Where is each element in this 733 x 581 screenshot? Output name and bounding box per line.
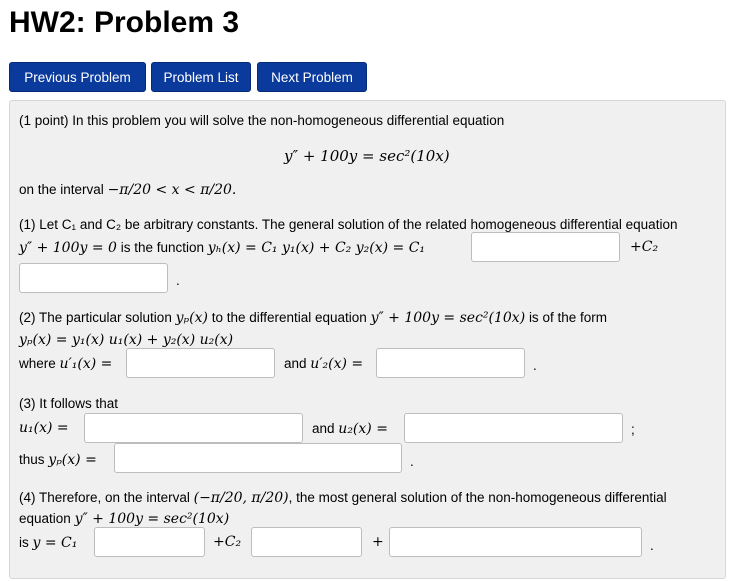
period-4: .: [650, 538, 654, 553]
next-problem-button[interactable]: Next Problem: [257, 62, 367, 92]
yp-label: yₚ(x) =: [48, 452, 97, 468]
part3-text: (3) It follows that: [19, 396, 119, 411]
u1prime-row: [19, 355, 112, 373]
u2-answer-input[interactable]: [404, 413, 623, 443]
part1-mid-text: is the function: [120, 240, 205, 255]
part2-equation: y″ + 100y = sec²(10x): [370, 310, 526, 326]
interval-label: on the interval: [19, 182, 104, 197]
period-3: .: [410, 454, 414, 469]
y1-answer-input[interactable]: [471, 232, 620, 262]
plus-label: +: [372, 534, 384, 550]
part2-end-text: is of the form: [528, 310, 607, 325]
homogeneous-equation: y″ + 100y = 0: [19, 240, 117, 256]
is-label: is: [19, 535, 29, 550]
particular-answer-input[interactable]: [389, 527, 642, 557]
part4-equation: y″ + 100y = sec²(10x): [74, 511, 230, 527]
page-title: HW2: Problem 3: [9, 6, 240, 39]
part2-mid-text: to the differential equation: [211, 310, 367, 325]
yp-row: [19, 451, 97, 469]
homogeneous-solution: yₕ(x) = C₁ y₁(x) + C₂ y₂(x) = C₁: [207, 240, 426, 256]
part4-end-text: , the most general solution of the non-homogeneous differential: [288, 490, 667, 505]
and-label-2: and: [312, 421, 335, 436]
u1prime-label: u′₁(x) =: [59, 356, 113, 372]
yp-answer-input[interactable]: [114, 443, 402, 473]
u1-answer-input[interactable]: [84, 413, 303, 443]
part4-text: [19, 489, 667, 507]
semicolon: ;: [631, 422, 635, 437]
part1-text: (1) Let C₁ and C₂ be arbitrary constants. The general solution of the related homogeneous differential equation: [19, 217, 678, 232]
u2prime-answer-input[interactable]: [376, 348, 525, 378]
intro-text: (1 point) In this problem you will solve the non-homogeneous differential equation: [19, 113, 505, 128]
general-c2-label: +C₂: [213, 534, 242, 550]
interval-row: [19, 181, 236, 199]
where-label: where: [19, 356, 56, 371]
period-1: .: [176, 273, 180, 288]
part2-text: [19, 309, 607, 327]
particular-form: yₚ(x) = y₁(x) u₁(x) + y₂(x) u₂(x): [19, 332, 234, 348]
u2prime-row: [284, 355, 363, 373]
u1prime-answer-input[interactable]: [126, 348, 275, 378]
equation-word: equation: [19, 511, 71, 526]
general-solution-row: [19, 534, 77, 552]
general-solution-c1: y = C₁: [32, 535, 78, 551]
main-equation: y″ + 100y = sec²(10x): [284, 147, 450, 165]
thus-label: thus: [19, 452, 45, 467]
u2-label: u₂(x) =: [338, 421, 388, 437]
u2prime-label: u′₂(x) =: [310, 356, 364, 372]
part4-interval: (−π/20, π/20): [193, 490, 289, 506]
general-c2-answer-input[interactable]: [251, 527, 362, 557]
c2-label: +C₂: [630, 239, 659, 255]
y2-answer-input[interactable]: [19, 263, 168, 293]
part2-label: (2) The particular solution: [19, 310, 172, 325]
interval-value: −π/20 < x < π/20.: [107, 182, 237, 198]
u1-label: u₁(x) =: [19, 420, 69, 436]
problem-list-button[interactable]: Problem List: [151, 62, 251, 92]
part4-line2: [19, 510, 229, 528]
part4-label: (4) Therefore, on the interval: [19, 490, 190, 505]
u2-row: [312, 420, 388, 438]
period-2: .: [533, 358, 537, 373]
general-c1-answer-input[interactable]: [94, 527, 205, 557]
previous-problem-button[interactable]: Previous Problem: [9, 62, 146, 92]
part1-line2: [19, 239, 425, 257]
particular-solution-symbol: yₚ(x): [175, 310, 208, 326]
and-label: and: [284, 356, 307, 371]
